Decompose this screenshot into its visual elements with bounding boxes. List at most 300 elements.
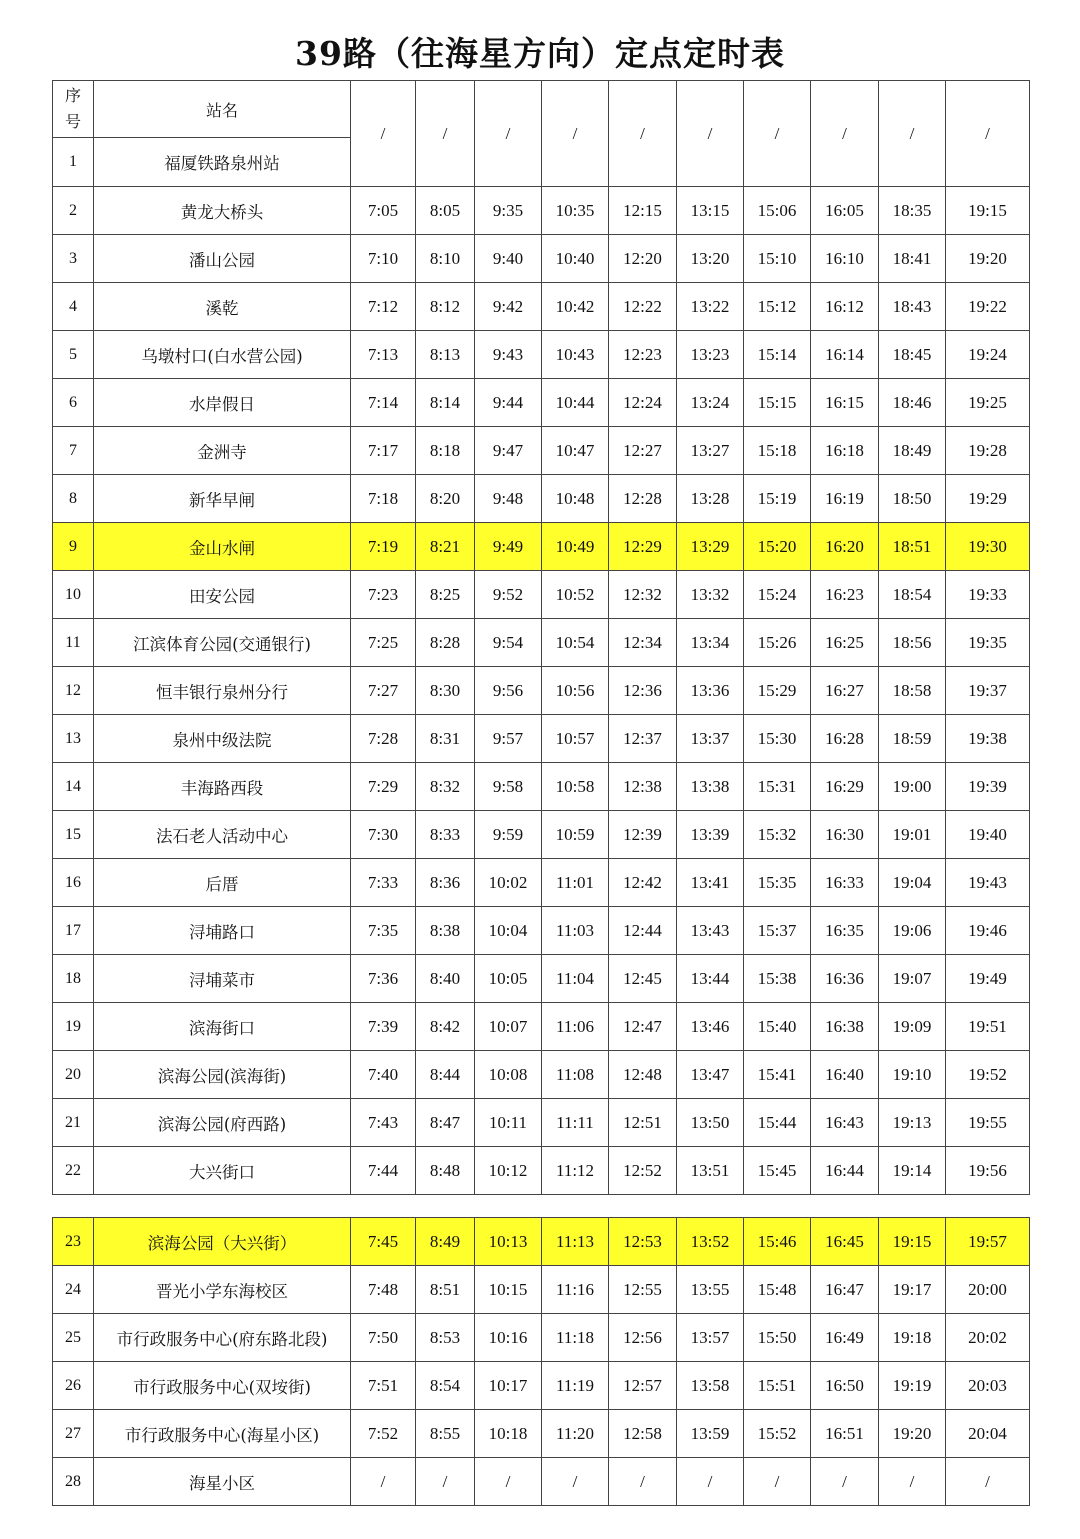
table-row [53,619,1030,667]
row-seq: 28 [53,1458,94,1506]
station-name: 福厦铁路泉州站 [94,138,351,187]
departure-time: 19:55 [946,1099,1030,1147]
departure-time: 10:13 [475,1218,542,1266]
departure-time: 19:13 [879,1099,946,1147]
departure-time: 12:22 [609,283,677,331]
departure-time: 19:00 [879,763,946,811]
departure-time: 19:17 [879,1266,946,1314]
departure-time: 12:55 [609,1266,677,1314]
departure-time: 18:43 [879,283,946,331]
departure-time: 10:58 [542,763,609,811]
departure-time: 8:32 [416,763,475,811]
departure-time: 11:11 [542,1099,609,1147]
row-seq: 17 [53,907,94,955]
row-seq: 27 [53,1410,94,1458]
departure-time: 12:34 [609,619,677,667]
departure-time: 9:42 [475,283,542,331]
row-seq: 25 [53,1314,94,1362]
departure-time: 19:10 [879,1051,946,1099]
departure-time: 9:54 [475,619,542,667]
departure-time: 7:50 [351,1314,416,1362]
departure-time: 12:47 [609,1003,677,1051]
departure-time: 19:33 [946,571,1030,619]
departure-time: 19:15 [946,187,1030,235]
departure-time: 16:36 [811,955,879,1003]
departure-time: 11:12 [542,1147,609,1195]
departure-time: 15:40 [744,1003,811,1051]
departure-time: 10:59 [542,811,609,859]
departure-time: 20:02 [946,1314,1030,1362]
departure-time: 16:14 [811,331,879,379]
departure-time: 15:32 [744,811,811,859]
departure-time: 12:28 [609,475,677,523]
departure-time: 15:30 [744,715,811,763]
departure-time: 8:18 [416,427,475,475]
trip-mark: / [744,81,811,187]
departure-time: 8:42 [416,1003,475,1051]
station-name: 田安公园 [94,571,351,619]
station-name: 滨海街口 [94,1003,351,1051]
departure-time: 15:38 [744,955,811,1003]
departure-time: 12:53 [609,1218,677,1266]
departure-time: 19:35 [946,619,1030,667]
departure-time: 15:37 [744,907,811,955]
departure-time: 8:13 [416,331,475,379]
departure-time: 8:54 [416,1362,475,1410]
departure-time: 13:39 [677,811,744,859]
row-seq: 15 [53,811,94,859]
departure-time: / [879,1458,946,1506]
departure-time: 7:25 [351,619,416,667]
departure-time: 12:37 [609,715,677,763]
departure-time: 11:16 [542,1266,609,1314]
station-name: 滨海公园(府西路) [94,1099,351,1147]
departure-time: 15:51 [744,1362,811,1410]
departure-time: 16:35 [811,907,879,955]
table-row [53,811,1030,859]
departure-time: 16:30 [811,811,879,859]
departure-time: 7:27 [351,667,416,715]
departure-time: 19:37 [946,667,1030,715]
departure-time: 19:07 [879,955,946,1003]
departure-time: 19:20 [879,1410,946,1458]
departure-time: 8:38 [416,907,475,955]
departure-time: 12:23 [609,331,677,379]
departure-time: 13:32 [677,571,744,619]
departure-time: / [744,1458,811,1506]
departure-time: 10:15 [475,1266,542,1314]
departure-time: 15:14 [744,331,811,379]
station-name: 丰海路西段 [94,763,351,811]
station-name: 法石老人活动中心 [94,811,351,859]
row-seq: 5 [53,331,94,379]
departure-time: 15:12 [744,283,811,331]
departure-time: 13:47 [677,1051,744,1099]
departure-time: 8:33 [416,811,475,859]
table-row [53,1003,1030,1051]
departure-time: 7:51 [351,1362,416,1410]
departure-time: 15:18 [744,427,811,475]
departure-time: 8:40 [416,955,475,1003]
trip-mark: / [609,81,677,187]
departure-time: 10:08 [475,1051,542,1099]
departure-time: 12:56 [609,1314,677,1362]
table-row [53,1218,1030,1266]
row-seq: 1 [53,138,94,187]
departure-time: 12:36 [609,667,677,715]
departure-time: 7:17 [351,427,416,475]
departure-time: 12:48 [609,1051,677,1099]
departure-time: 15:52 [744,1410,811,1458]
departure-time: 12:24 [609,379,677,427]
departure-time: 18:56 [879,619,946,667]
departure-time: 12:52 [609,1147,677,1195]
departure-time: 13:43 [677,907,744,955]
departure-time: 16:50 [811,1362,879,1410]
departure-time: 18:49 [879,427,946,475]
departure-time: 19:49 [946,955,1030,1003]
departure-time: 12:27 [609,427,677,475]
departure-time: 12:42 [609,859,677,907]
departure-time: 15:35 [744,859,811,907]
departure-time: 10:49 [542,523,609,571]
departure-time: 12:51 [609,1099,677,1147]
trip-mark: / [416,81,475,187]
table-row [53,1051,1030,1099]
departure-time: 10:56 [542,667,609,715]
departure-time: 20:04 [946,1410,1030,1458]
departure-time: 9:52 [475,571,542,619]
departure-time: 19:38 [946,715,1030,763]
departure-time: 7:35 [351,907,416,955]
departure-time: 12:20 [609,235,677,283]
departure-time: 19:46 [946,907,1030,955]
departure-time: 8:28 [416,619,475,667]
departure-time: 15:45 [744,1147,811,1195]
departure-time: 10:57 [542,715,609,763]
table-row [53,523,1030,571]
table-row [53,331,1030,379]
departure-time: 7:36 [351,955,416,1003]
departure-time: 16:51 [811,1410,879,1458]
departure-time: 16:45 [811,1218,879,1266]
departure-time: 18:35 [879,187,946,235]
departure-time: 16:19 [811,475,879,523]
departure-time: 13:44 [677,955,744,1003]
station-name: 浔埔菜市 [94,955,351,1003]
table-row [53,235,1030,283]
departure-time: 8:14 [416,379,475,427]
departure-time: 18:45 [879,331,946,379]
departure-time: 7:43 [351,1099,416,1147]
departure-time: 10:11 [475,1099,542,1147]
departure-time: / [416,1458,475,1506]
departure-time: 7:45 [351,1218,416,1266]
departure-time: 19:22 [946,283,1030,331]
station-name: 市行政服务中心(海星小区) [94,1410,351,1458]
departure-time: 11:19 [542,1362,609,1410]
departure-time: 16:18 [811,427,879,475]
departure-time: 13:38 [677,763,744,811]
departure-time: 19:19 [879,1362,946,1410]
timetable-continued [52,1217,1030,1506]
station-name: 恒丰银行泉州分行 [94,667,351,715]
departure-time: 13:55 [677,1266,744,1314]
departure-time: / [609,1458,677,1506]
departure-time: 8:30 [416,667,475,715]
row-seq: 26 [53,1362,94,1410]
departure-time: 7:33 [351,859,416,907]
station-name: 海星小区 [94,1458,351,1506]
departure-time: 19:25 [946,379,1030,427]
trip-mark: / [677,81,744,187]
departure-time: 8:53 [416,1314,475,1362]
departure-time: 19:51 [946,1003,1030,1051]
station-name: 金山水闸 [94,523,351,571]
departure-time: 13:46 [677,1003,744,1051]
departure-time: 12:15 [609,187,677,235]
timetable-main [52,80,1030,1195]
table-row [53,667,1030,715]
departure-time: 10:43 [542,331,609,379]
row-seq: 14 [53,763,94,811]
row-seq: 3 [53,235,94,283]
departure-time: 16:05 [811,187,879,235]
departure-time: 18:59 [879,715,946,763]
departure-time: 13:41 [677,859,744,907]
departure-time: 10:40 [542,235,609,283]
departure-time: 13:57 [677,1314,744,1362]
station-name: 滨海公园(滨海街) [94,1051,351,1099]
table-row [53,475,1030,523]
table-row [53,1266,1030,1314]
table-row [53,715,1030,763]
table-row [53,1362,1030,1410]
departure-time: 10:44 [542,379,609,427]
departure-time: 20:00 [946,1266,1030,1314]
page-title: 39路（往海星方向）定点定时表 [295,34,785,73]
departure-time: / [946,1458,1030,1506]
departure-time: 9:58 [475,763,542,811]
departure-time: 12:29 [609,523,677,571]
departure-time: 10:05 [475,955,542,1003]
departure-time: 13:34 [677,619,744,667]
table-row [53,907,1030,955]
station-name: 水岸假日 [94,379,351,427]
departure-time: 13:51 [677,1147,744,1195]
departure-time: 8:49 [416,1218,475,1266]
departure-time: 10:47 [542,427,609,475]
row-seq: 16 [53,859,94,907]
departure-time: 16:47 [811,1266,879,1314]
departure-time: 19:09 [879,1003,946,1051]
departure-time: 13:28 [677,475,744,523]
departure-time: 16:29 [811,763,879,811]
departure-time: 11:18 [542,1314,609,1362]
departure-time: 8:25 [416,571,475,619]
departure-time: 15:20 [744,523,811,571]
departure-time: 16:15 [811,379,879,427]
departure-time: 19:06 [879,907,946,955]
row-seq: 4 [53,283,94,331]
departure-time: 7:40 [351,1051,416,1099]
departure-time: 8:48 [416,1147,475,1195]
departure-time: 7:23 [351,571,416,619]
departure-time: 15:46 [744,1218,811,1266]
departure-time: 7:39 [351,1003,416,1051]
departure-time: 18:51 [879,523,946,571]
trip-mark: / [879,81,946,187]
departure-time: 9:44 [475,379,542,427]
departure-time: 15:48 [744,1266,811,1314]
station-name: 新华早闸 [94,475,351,523]
departure-time: 11:08 [542,1051,609,1099]
departure-time: / [475,1458,542,1506]
departure-time: 15:15 [744,379,811,427]
trip-mark: / [946,81,1030,187]
departure-time: 9:49 [475,523,542,571]
departure-time: 15:41 [744,1051,811,1099]
departure-time: 12:57 [609,1362,677,1410]
departure-time: 19:14 [879,1147,946,1195]
departure-time: / [542,1458,609,1506]
departure-time: 12:32 [609,571,677,619]
departure-time: 11:04 [542,955,609,1003]
departure-time: 8:12 [416,283,475,331]
row-seq: 22 [53,1147,94,1195]
table-row [53,427,1030,475]
departure-time: 16:33 [811,859,879,907]
departure-time: 13:23 [677,331,744,379]
table-row [53,1099,1030,1147]
departure-time: 19:52 [946,1051,1030,1099]
departure-time: 15:06 [744,187,811,235]
trip-mark: / [351,81,416,187]
departure-time: 10:18 [475,1410,542,1458]
row-seq: 11 [53,619,94,667]
departure-time: 13:20 [677,235,744,283]
departure-time: 8:55 [416,1410,475,1458]
departure-time: 13:15 [677,187,744,235]
departure-time: 8:10 [416,235,475,283]
departure-time: 15:19 [744,475,811,523]
departure-time: 10:42 [542,283,609,331]
row-seq: 2 [53,187,94,235]
departure-time: 19:18 [879,1314,946,1362]
row-seq: 13 [53,715,94,763]
departure-time: / [811,1458,879,1506]
departure-time: 10:12 [475,1147,542,1195]
table-row [53,1458,1030,1506]
departure-time: 15:26 [744,619,811,667]
table-row [53,763,1030,811]
departure-time: 13:27 [677,427,744,475]
departure-time: 9:59 [475,811,542,859]
table-row [53,1314,1030,1362]
departure-time: 13:22 [677,283,744,331]
departure-time: 16:23 [811,571,879,619]
departure-time: 15:31 [744,763,811,811]
table-row [53,859,1030,907]
station-name-header: 站名 [94,81,351,138]
departure-time: 9:57 [475,715,542,763]
departure-time: 11:06 [542,1003,609,1051]
station-name: 泉州中级法院 [94,715,351,763]
departure-time: 13:29 [677,523,744,571]
departure-time: 7:44 [351,1147,416,1195]
row-seq: 18 [53,955,94,1003]
station-name: 金洲寺 [94,427,351,475]
departure-time: 19:57 [946,1218,1030,1266]
departure-time: 10:52 [542,571,609,619]
departure-time: 13:50 [677,1099,744,1147]
departure-time: 10:54 [542,619,609,667]
departure-time: 12:58 [609,1410,677,1458]
departure-time: 16:28 [811,715,879,763]
departure-time: 12:44 [609,907,677,955]
departure-time: 19:43 [946,859,1030,907]
departure-time: 7:18 [351,475,416,523]
departure-time: 7:14 [351,379,416,427]
row-seq: 7 [53,427,94,475]
seq-header: 序号 [53,81,94,138]
departure-time: 16:12 [811,283,879,331]
departure-time: 8:31 [416,715,475,763]
departure-time: 9:35 [475,187,542,235]
trip-mark: / [475,81,542,187]
departure-time: 18:46 [879,379,946,427]
departure-time: 8:05 [416,187,475,235]
departure-time: 13:58 [677,1362,744,1410]
departure-time: 13:52 [677,1218,744,1266]
departure-time: 8:51 [416,1266,475,1314]
row-seq: 23 [53,1218,94,1266]
departure-time: 8:36 [416,859,475,907]
departure-time: 7:29 [351,763,416,811]
departure-time: 15:24 [744,571,811,619]
departure-time: 19:40 [946,811,1030,859]
station-name: 市行政服务中心(双垵街) [94,1362,351,1410]
departure-time: 8:21 [416,523,475,571]
row-seq: 19 [53,1003,94,1051]
departure-time: 11:01 [542,859,609,907]
table-row [53,571,1030,619]
departure-time: 19:39 [946,763,1030,811]
departure-time: 7:12 [351,283,416,331]
departure-time: 18:58 [879,667,946,715]
departure-time: 13:24 [677,379,744,427]
departure-time: 16:10 [811,235,879,283]
station-name: 黄龙大桥头 [94,187,351,235]
departure-time: 13:59 [677,1410,744,1458]
station-name: 晋光小学东海校区 [94,1266,351,1314]
station-name: 溪乾 [94,283,351,331]
departure-time: 19:20 [946,235,1030,283]
station-name: 后厝 [94,859,351,907]
departure-time: 10:02 [475,859,542,907]
departure-time: 12:39 [609,811,677,859]
row-seq: 9 [53,523,94,571]
departure-time: 18:54 [879,571,946,619]
departure-time: 9:40 [475,235,542,283]
departure-time: 8:47 [416,1099,475,1147]
table-row [53,1147,1030,1195]
departure-time: 7:52 [351,1410,416,1458]
departure-time: 7:05 [351,187,416,235]
departure-time: 13:37 [677,715,744,763]
departure-time: 18:41 [879,235,946,283]
departure-time: 9:43 [475,331,542,379]
